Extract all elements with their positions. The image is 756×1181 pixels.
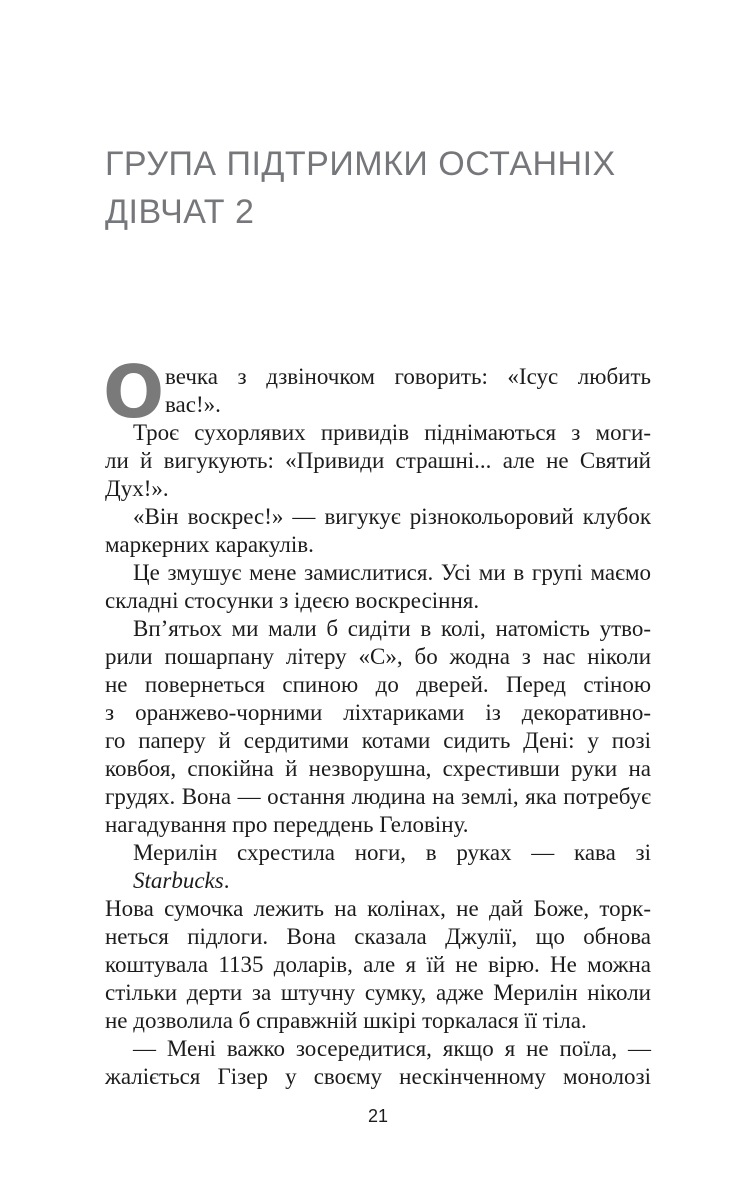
paragraph (105, 615, 651, 839)
text-segment: ли й вигукують: «Привиди страшні... але не Святий (105, 448, 651, 473)
text-line (105, 671, 651, 699)
text-segment: з оранжево-чорними ліхтариками із декоративно- (105, 700, 651, 725)
text-segment: — Мені важко зосередитися, якщо я не поїла, — (133, 1036, 651, 1061)
text-segment: Це змушує мене замислитися. Усі ми в групі маємо (133, 560, 651, 585)
text-segment: рили пошарпану літеру «С», бо жодна з нас ніколи (105, 644, 651, 669)
text-line (105, 783, 651, 811)
text-line (105, 475, 651, 503)
text-segment: Троє сухорлявих привидів піднімаються з моги- (133, 420, 651, 445)
text-line (105, 531, 651, 559)
drop-cap: О (103, 350, 165, 434)
text-segment: грудях. Вона — остання людина на землі, яка потребує (105, 784, 651, 809)
text-line (105, 811, 651, 839)
text-line (105, 979, 651, 1007)
text-line (105, 755, 651, 783)
text-segment: жаліється Гізер у своєму нескінченному монолозі (105, 1064, 651, 1089)
text-line (105, 419, 651, 447)
text-segment: не дозволила б справжній шкірі торкалася її тіла. (105, 1008, 587, 1033)
text-segment: складні стосунки з ідеєю воскресіння. (105, 588, 480, 613)
text-line (105, 587, 651, 615)
chapter-title-line-1: ГРУПА ПІДТРИМКИ ОСТАННІХ (105, 145, 616, 183)
text-segment: коштувала 1135 доларів, але я їй не вірю. Не можна (105, 952, 651, 977)
text-segment: вечка з дзвіночком говорить: «Ісус любить (165, 364, 651, 389)
paragraph (105, 419, 651, 503)
chapter-title-line-2: ДІВЧАТ 2 (105, 193, 255, 231)
text-line (105, 447, 651, 475)
text-segment: го паперу й сердитими котами сидить Дені: у позі (105, 728, 651, 753)
text-segment: «Він воскрес!» — вигукує різнокольоровий клубок (133, 504, 651, 529)
text-segment: Вп’ятьох ми мали б сидіти в колі, натомість утво- (133, 616, 651, 641)
text-line (105, 1063, 651, 1091)
text-line (105, 643, 651, 671)
text-line (105, 615, 651, 643)
chapter-title (105, 140, 665, 236)
text-segment: Нова сумочка лежить на колінах, не дай Боже, торк- (105, 896, 651, 921)
body-text (103, 350, 651, 1091)
text-segment: стільки дерти за штучну сумку, адже Мерилін ніколи (105, 980, 651, 1005)
text-line (105, 839, 651, 895)
text-segment: . (223, 868, 230, 893)
text-line (105, 1007, 651, 1035)
text-segment: Дух!». (105, 476, 169, 501)
text-line (105, 699, 651, 727)
text-segment: не повернеться спиною до дверей. Перед стіною (105, 672, 651, 697)
text-line (105, 559, 651, 587)
text-line (105, 951, 651, 979)
text-segment: неться підлоги. Вона сказала Джулії, що обнова (105, 924, 651, 949)
text-segment: ковбоя, спокійна й незворушна, схрестивши руки на (105, 756, 651, 781)
italic-text: Starbucks (133, 868, 224, 893)
paragraph (105, 839, 651, 1035)
text-segment: Мерилін схрестила ноги, в руках — кава зі (133, 840, 651, 865)
paragraph (105, 503, 651, 559)
text-line (105, 391, 651, 419)
text-line (105, 727, 651, 755)
text-segment: маркерних каракулів. (105, 532, 314, 557)
text-line (105, 363, 651, 391)
text-line (105, 503, 651, 531)
paragraph (105, 559, 651, 615)
text-line (105, 1035, 651, 1063)
page-number: 21 (367, 1106, 389, 1126)
text-segment: вас!». (165, 392, 221, 417)
text-line (105, 895, 651, 923)
text-line (105, 923, 651, 951)
paragraph (105, 1035, 651, 1091)
text-segment: нагадування про переддень Геловіну. (105, 812, 469, 837)
